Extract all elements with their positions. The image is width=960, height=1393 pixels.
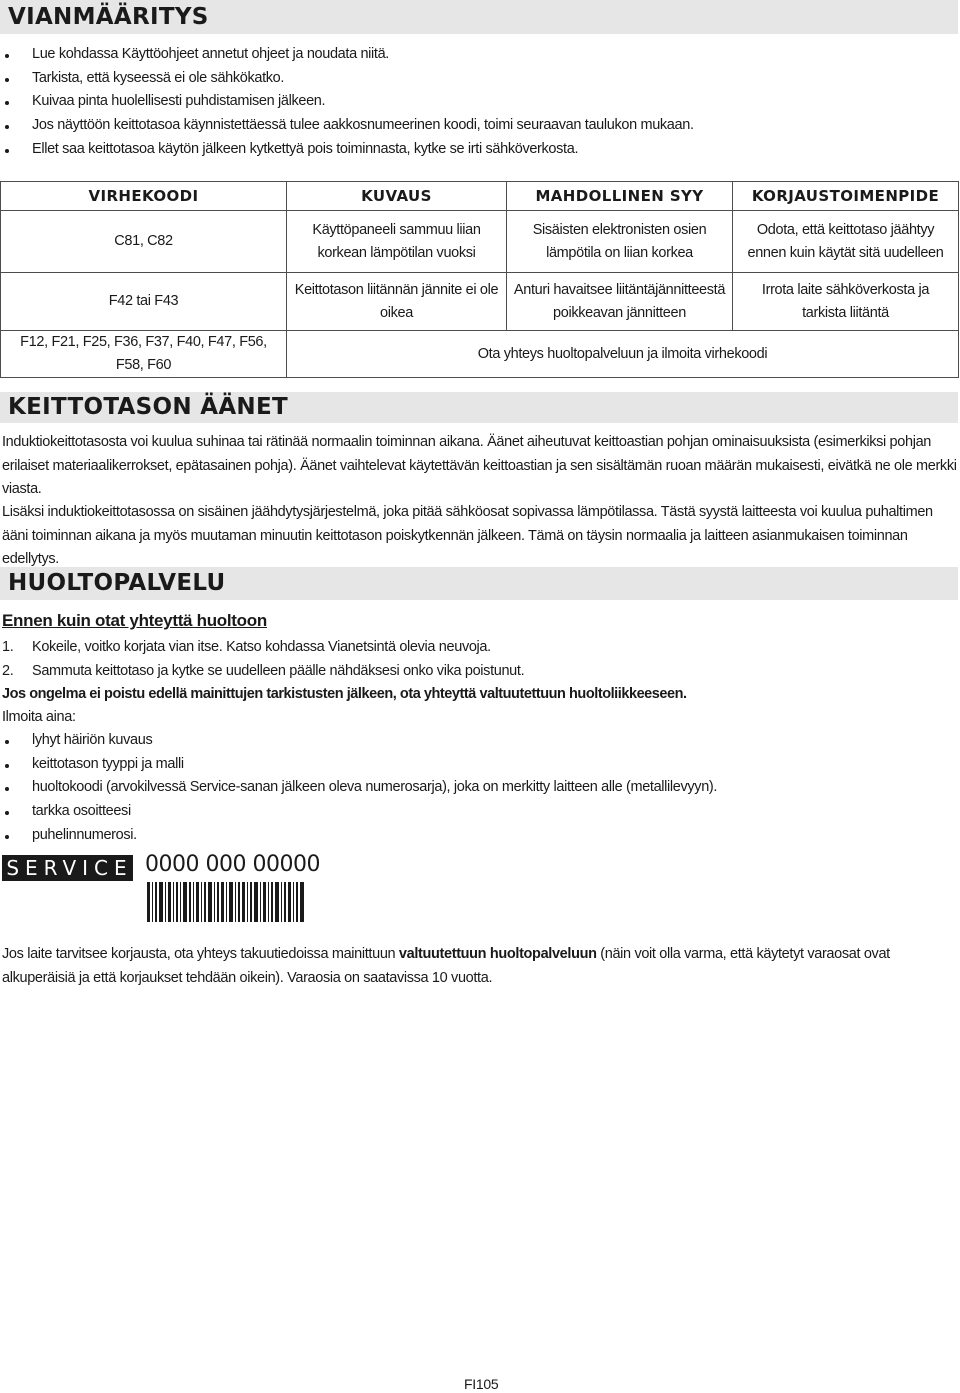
always-list [0, 729, 717, 848]
cell-code: C81, C82 [1, 211, 287, 273]
cell-action: Odota, että keittotaso jäähtyy ennen kuin käytät sitä uudelleen [733, 211, 959, 273]
header-kuvaus: KUVAUS [287, 182, 507, 211]
noise-paragraph-2: Lisäksi induktiokeittotasossa on sisäinen jäähdytysjärjestelmä, joka pitää sähköosat sopivassa lämpötilassa. Tästä syystä laitteesta voi kuulua puhaltimen ääni toiminnan aikana ja myös muutaman minuutin keittotason poiskytkennän jälkeen. Tämä on täysin normaalia ja laitteen asianmukaisen toiminnan edellytys. [2, 504, 933, 567]
list-item: keittotason tyyppi ja malli [0, 753, 717, 777]
service-number: 0000 000 00000 [145, 852, 320, 877]
barcode-icon [147, 882, 305, 922]
list-item: Jos näyttöön keittotasoa käynnistettäessä tulee aakkosnumeerinen koodi, toimi seuraavan taulukon mukaan. [0, 114, 694, 138]
cell-code: F12, F21, F25, F36, F37, F40, F47, F56, F58, F60 [1, 331, 287, 378]
list-item: tarkka osoitteesi [0, 800, 717, 824]
list-item: Ellet saa keittotasoa käytön jälkeen kytkettyä pois toiminnasta, kytke se irti sähköverkosta. [0, 138, 694, 162]
list-item: Kuivaa pinta huolellisesti puhdistamisen jälkeen. [0, 90, 694, 114]
closing-paragraph [0, 943, 960, 990]
header-korjaustoimenpide: KORJAUSTOIMENPIDE [733, 182, 959, 211]
list-item: huoltokoodi (arvokilvessä Service-sanan jälkeen oleva numerosarja), joka on merkitty laitteen alle (metallilevyyn). [0, 776, 717, 800]
error-code-table [0, 181, 959, 378]
table-header-row [1, 182, 959, 211]
list-item [2, 636, 524, 660]
table-row [1, 273, 959, 331]
service-label: SERVICE [2, 855, 133, 881]
bold-note: Jos ongelma ei poistu edellä mainittujen tarkistusten jälkeen, ota yhteyttä valtuutettuun huoltoliikkeeseen. [2, 686, 687, 702]
step-number: 1. [2, 639, 14, 655]
service-subtitle: Ennen kuin otat yhteyttä huoltoon [2, 611, 267, 630]
cell-action: Irrota laite sähköverkosta ja tarkista liitäntä [733, 273, 959, 331]
cell-cause: Anturi havaitsee liitäntäjännitteestä poikkeavan jännitteen [507, 273, 733, 331]
cell-code: F42 tai F43 [1, 273, 287, 331]
page-code: FI105 [464, 1376, 499, 1392]
step-number: 2. [2, 662, 14, 679]
noise-paragraph-1: Induktiokeittotasosta voi kuulua suhinaa tai rätinää normaalin toiminnan aikana. Äänet aiheutuvat keittoastian pohjan ominaisuuksista (esimerkiksi pohjan erilaiset materiaalikerrokset, epätasainen pohja). Äänet vaihtelevat käytettävän keittoastian ja sen sisältämän ruoan määrän mukaisesti, eivätkä ne ole merkki viasta. [2, 434, 957, 497]
list-item: puhelinnumerosi. [0, 824, 717, 848]
list-item: Lue kohdassa Käyttöohjeet annetut ohjeet ja noudata niitä. [0, 43, 694, 67]
cell-description: Keittotason liitännän jännite ei ole oikea [287, 273, 507, 331]
section-title-huoltopalvelu: HUOLTOPALVELU [0, 567, 958, 600]
table-row [1, 331, 959, 378]
always-label: Ilmoita aina: [2, 709, 76, 725]
list-item: Tarkista, että kyseessä ei ole sähkökatko. [0, 67, 694, 91]
troubleshooting-list [0, 43, 694, 162]
header-virhekoodi: VIRHEKOODI [1, 182, 287, 211]
table-row [1, 211, 959, 273]
closing-text: Jos laite tarvitsee korjausta, ota yhteys takuutiedoissa mainittuun [2, 946, 399, 962]
cell-cause: Sisäisten elektronisten osien lämpötila on liian korkea [507, 211, 733, 273]
section-title-vianmaaritys: VIANMÄÄRITYS [0, 0, 958, 34]
closing-text: (näin voit olla varma, että käytetyt varaosat ovat alkuperäisiä ja että korjaukset tehdään oikein). Varaosia on saatavissa 10 vuotta. [2, 946, 890, 986]
step-text: Sammuta keittotaso ja kytke se uudelleen päälle nähdäksesi onko vika poistunut. [32, 662, 525, 679]
step-text: Kokeile, voitko korjata vian itse. Katso kohdassa Vianetsintä olevia neuvoja. [32, 639, 491, 655]
list-item [2, 660, 524, 684]
closing-bold: valtuutettuun huoltopalveluun [398, 946, 597, 962]
header-mahdollinen-syy: MAHDOLLINEN SYY [507, 182, 733, 211]
steps-list [2, 636, 524, 683]
cell-description: Käyttöpaneeli sammuu liian korkean lämpötilan vuoksi [287, 211, 507, 273]
list-item: lyhyt häiriön kuvaus [0, 729, 717, 753]
cell-merged-action: Ota yhteys huoltopalveluun ja ilmoita virhekoodi [287, 331, 959, 378]
section-title-aanet: KEITTOTASON ÄÄNET [0, 392, 958, 423]
